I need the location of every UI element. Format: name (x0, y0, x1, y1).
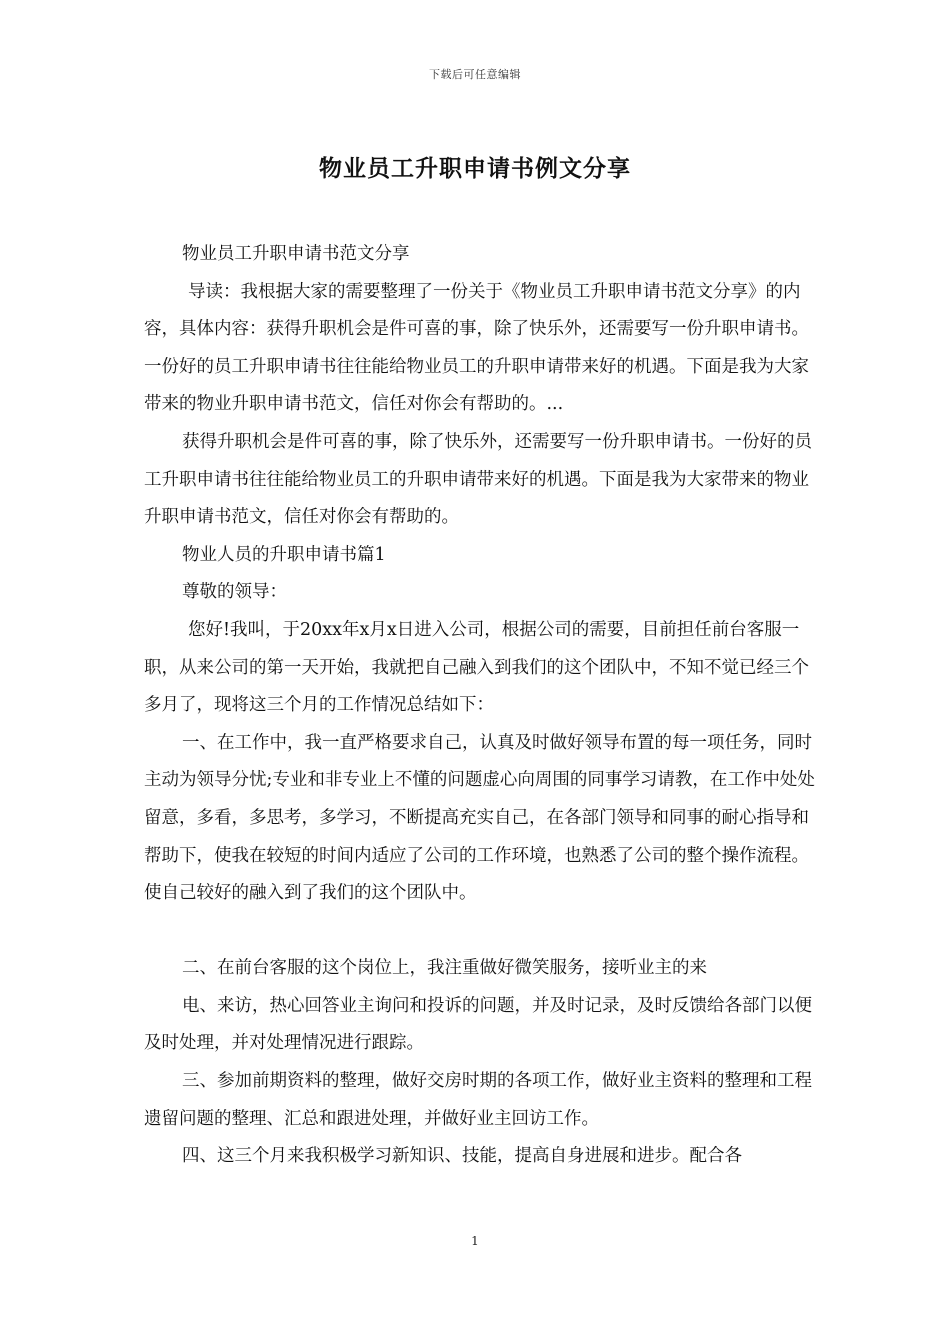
header-note: 下载后可任意编辑 (429, 68, 521, 81)
paragraph-subtitle: 物业员工升职申请书范文分享 (182, 244, 410, 264)
page-number: 1 (471, 1234, 479, 1248)
paragraph-point-2: 二、在前台客服的这个岗位上，我注重做好微笑服务，接听业主的来 (182, 958, 707, 979)
paragraph-point-2-continued: 电、来访，热心回答业主询问和投诉的问题，并及时记录，及时反馈给各部门以便及时处理，并对处理情况进行跟踪。 (144, 995, 812, 1054)
document-title: 物业员工升职申请书例文分享 (319, 156, 631, 182)
paragraph-point-3: 三、参加前期资料的整理，做好交房时期的各项工作，做好业主资料的整理和工程遗留问题的整理、汇总和跟进处理，并做好业主回访工作。 (144, 1071, 812, 1129)
paragraph-point-4: 四、这三个月来我积极学习新知识、技能，提高自身进展和进步。配合各 (182, 1146, 742, 1167)
paragraph-spacer (144, 913, 824, 951)
paragraph-point-1: 一、在工作中，我一直严格要求自己，认真及时做好领导布置的每一项任务，同时主动为领导分忧;专业和非专业上不懂的问题虚心向周围的同事学习请教，在工作中处处留意，多看，多思考，多学习，不断提高充实自己，在各部门领导和同事的耐心指导和帮助下，使我在较短的时间内适应了公司的工作环境，也熟悉了公司的整个操作流程。使自己较好的融入到了我们的这个团队中。 (144, 732, 815, 904)
document-body (144, 236, 824, 1176)
paragraph-greeting: 您好!我叫，于20xx年x月x日进入公司，根据公司的需要，目前担任前台客服一职，从来公司的第一天开始，我就把自己融入到我们的这个团队中，不知不觉已经三个多月了，现将这三个月的工作情况总结如下： (144, 619, 809, 716)
paragraph-summary: 获得升职机会是件可喜的事，除了快乐外，还需要写一份升职申请书。一份好的员工升职申请书往往能给物业员工的升职申请带来好的机遇。下面是我为大家带来的物业升职申请书范文，信任对你会有帮助的。 (144, 431, 812, 528)
paragraph-intro: 导读：我根据大家的需要整理了一份关于《物业员工升职申请书范文分享》的内容，具体内容：获得升职机会是件可喜的事，除了快乐外，还需要写一份升职申请书。一份好的员工升职申请书往往能给物业员工的升职申请带来好的机遇。下面是我为大家带来的物业升职申请书范文，信任对你会有帮助的。... (144, 281, 809, 415)
paragraph-section-heading: 物业人员的升职申请书篇1 (182, 544, 386, 565)
paragraph-salutation: 尊敬的领导： (182, 582, 287, 603)
